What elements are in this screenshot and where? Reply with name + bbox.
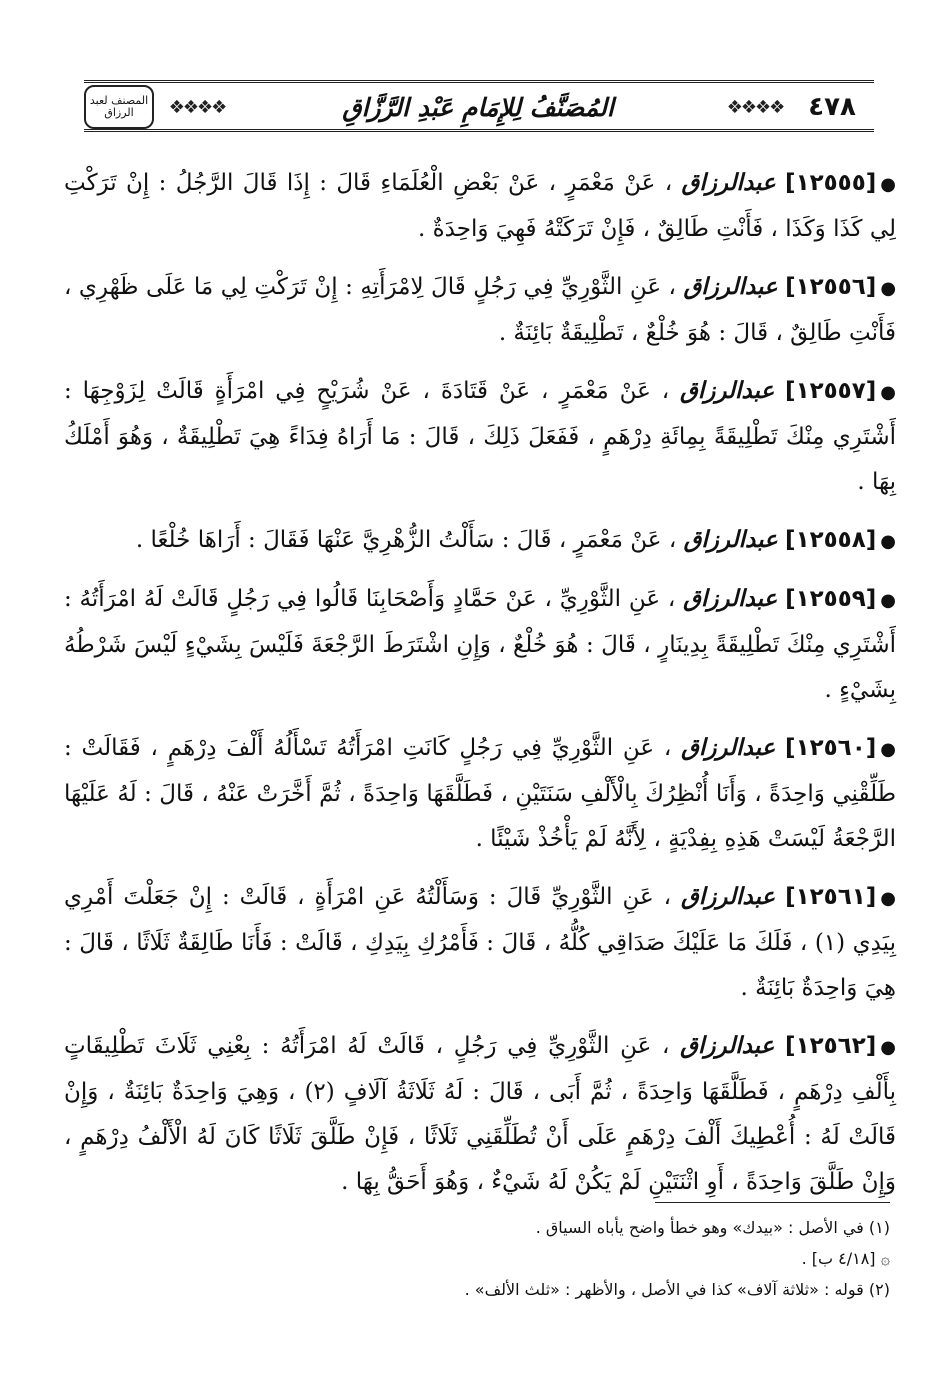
entry-number: [١٢٥٥٩] [785,586,877,612]
bullet-icon: ● [880,739,896,760]
ornament-left: ❖❖❖❖ [168,96,226,118]
footnote: (٢) قوله : «ثلاثة آلاف» كذا في الأصل ، والأظهر : «ثلث الألف» . [464,1280,890,1299]
book-emblem: المصنف لعبد الرزاق [84,85,154,129]
entry-text: ، عَنْ مَعْمَرٍ ، عَنْ بَعْضِ الْعُلَمَاءِ قَالَ : إِذَا قَالَ الرَّجُلُ : إِنْ تَرَكْتِ لِي كَذَا وَكَذَا ، فَأَنْتِ طَالِقٌ ، فَإِنْ تَرَكَتْهُ فَهِيَ وَاحِدَةٌ . [64,170,896,242]
hadith-entry [64,725,896,862]
hadith-entry [64,1023,896,1205]
entry-author: عبدالرزاق [681,169,776,196]
entry-number: [١٢٥٥٨] [785,527,877,553]
hadith-entry [64,368,896,505]
entry-author: عبدالرزاق [680,1032,775,1059]
hadith-entry [64,517,896,564]
entry-text: ، عَنِ الثَّوْرِيِّ ، عَنْ حَمَّادٍ وَأَصْحَابِنَا قَالُوا فِي رَجُلٍ قَالَتْ لَهُ امْرَأَتُهُ : أَشْتَرِي مِنْكَ تَطْلِيقَةً بِدِينَارٍ ، قَالَ : هُوَ خُلْعٌ ، وَإِنِ اشْتَرَطَ الرَّجْعَةَ فَلَيْسَ بِشَيْءٍ لَيْسَ شَرْطُهُ بِشَيْءٍ . [64,586,896,703]
page-header [84,80,874,132]
entry-text: ، عَنِ الثَّوْرِيِّ فِي رَجُلٍ ، قَالَتْ لَهُ امْرَأَتُهُ : بِعْنِي ثَلَاثَ تَطْلِيقَاتٍ بِأَلْفِ دِرْهَمٍ ، فَطَلَّقَهَا وَاحِدَةً ، ثُمَّ أَبَى ، قَالَ : لَهُ ثَلَاثَةُ آلَافٍ (٢) ، وَهِيَ وَاحِدَةٌ بَائِنَةٌ ، وَإِنْ قَالَتْ لَهُ : أُعْطِيكَ أَلْفَ دِرْهَمٍ عَلَى أَنْ تُطَلِّقَنِي ثَلَاثًا ، فَإِنْ طَلَّقَ ثَلَاثًا كَانَ لَهُ الْأَلْفُ دِرْهَمٍ ، وَإِنْ طَلَّقَ وَاحِدَةً ، أَوِ اثْنَتَيْنِ لَمْ يَكُنْ لَهُ شَيْءٌ ، وَهُوَ أَحَقُّ بِهَا . [64,1033,896,1195]
entry-author: عبدالرزاق [683,273,778,300]
footnotes [64,1212,890,1305]
entry-number: [١٢٥٥٦] [785,274,877,300]
hadith-entry [64,874,896,1011]
bullet-icon: ● [880,1037,896,1058]
entry-text: ، عَنْ مَعْمَرٍ ، عَنْ قَتَادَةَ ، عَنْ شُرَيْحٍ فِي امْرَأَةٍ قَالَتْ لِزَوْجِهَا : أَشْتَرِي مِنْكَ تَطْلِيقَةً بِمِائَةِ دِرْهَمٍ ، فَفَعَلَ ذَلِكَ ، قَالَ : مَا أَرَاهُ فِدَاءً هِيَ تَطْلِيقَةٌ ، وَهُوَ أَمْلَكُ بِهَا . [64,378,896,495]
bullet-icon: ● [880,174,896,195]
bullet-icon: ● [880,531,896,552]
entry-author: عبدالرزاق [680,883,776,910]
bullet-icon: ● [880,382,896,403]
hadith-entry [64,264,896,356]
entry-author: عبدالرزاق [683,526,778,553]
entry-number: [١٢٥٥٧] [785,378,877,404]
hadith-entry [64,160,896,252]
entry-number: [١٢٥٦٠] [785,735,877,761]
entry-number: [١٢٥٦٢] [785,1033,877,1059]
entry-text: ، عَنْ مَعْمَرٍ ، قَالَ : سَأَلْتُ الزُّهْرِيَّ عَنْهَا فَقَالَ : أَرَاهَا خُلْعًا . [135,527,677,553]
footnote: (١) في الأصل : «بيدك» وهو خطأ واضح يأباه السياق . [535,1218,890,1237]
entry-text: ، عَنِ الثَّوْرِيِّ فِي رَجُلٍ كَانَتِ امْرَأَتُهُ تَسْأَلُهُ أَلْفَ دِرْهَمٍ ، فَقَالَتْ : طَلِّقْنِي وَاحِدَةً ، وَأَنَا أُنْظِرُكَ بِالْأَلْفِ سَنَتَيْنِ ، فَطَلَّقَهَا وَاحِدَةً ، ثُمَّ أَخَّرَتْ عَنْهُ ، قَالَ : لَهُ عَلَيْهَا الرَّجْعَةُ لَيْسَتْ هَذِهِ بِفِدْيَةٍ ، لِأَنَّهُ لَمْ يَأْخُذْ شَيْئًا . [64,735,896,852]
footnote: ۞ [٤/١٨ ب] . [801,1249,890,1268]
bullet-icon: ● [880,590,897,611]
entry-number: [١٢٥٦١] [785,884,877,910]
entry-number: [١٢٥٥٥] [785,170,877,196]
footnote-divider [655,1202,890,1203]
entry-author: عبدالرزاق [681,734,776,761]
ornament-right: ❖❖❖❖ [726,96,784,118]
entry-author: عبدالرزاق [683,585,778,612]
entry-author: عبدالرزاق [680,377,775,404]
hadith-entry [64,576,896,713]
bullet-icon: ● [880,888,897,909]
entry-text: ، عَنِ الثَّوْرِيِّ قَالَ : وَسَأَلْتُهُ عَنِ امْرَأَةٍ ، قَالَتْ : إِنْ جَعَلْتَ أَمْرِي بِيَدِي (١) ، فَلَكَ مَا عَلَيْكَ صَدَاقِي كُلُّهُ ، قَالَ : فَأَمْرُكِ بِيَدِكِ ، قَالَتْ : فَأَنَا طَالِقَةٌ ثَلَاثًا ، قَالَ : هِيَ وَاحِدَةٌ بَائِنَةٌ . [64,884,897,1001]
bullet-icon: ● [880,278,897,299]
page-number: ٤٧٨ [808,92,856,122]
main-text [64,160,896,1217]
entry-text: ، عَنِ الثَّوْرِيِّ فِي رَجُلٍ قَالَ لِامْرَأَتِهِ : إِنْ تَرَكْتِ لِي مَا عَلَى ظَهْرِي ، فَأَنْتِ طَالِقٌ ، قَالَ : هُوَ خُلْعٌ ، تَطْلِيقَةٌ بَائِنَةٌ . [64,274,896,346]
book-title: المُصَنَّفُ لِلإِمَامِ عَبْدِ الرَّزَّاقِ [342,92,614,122]
